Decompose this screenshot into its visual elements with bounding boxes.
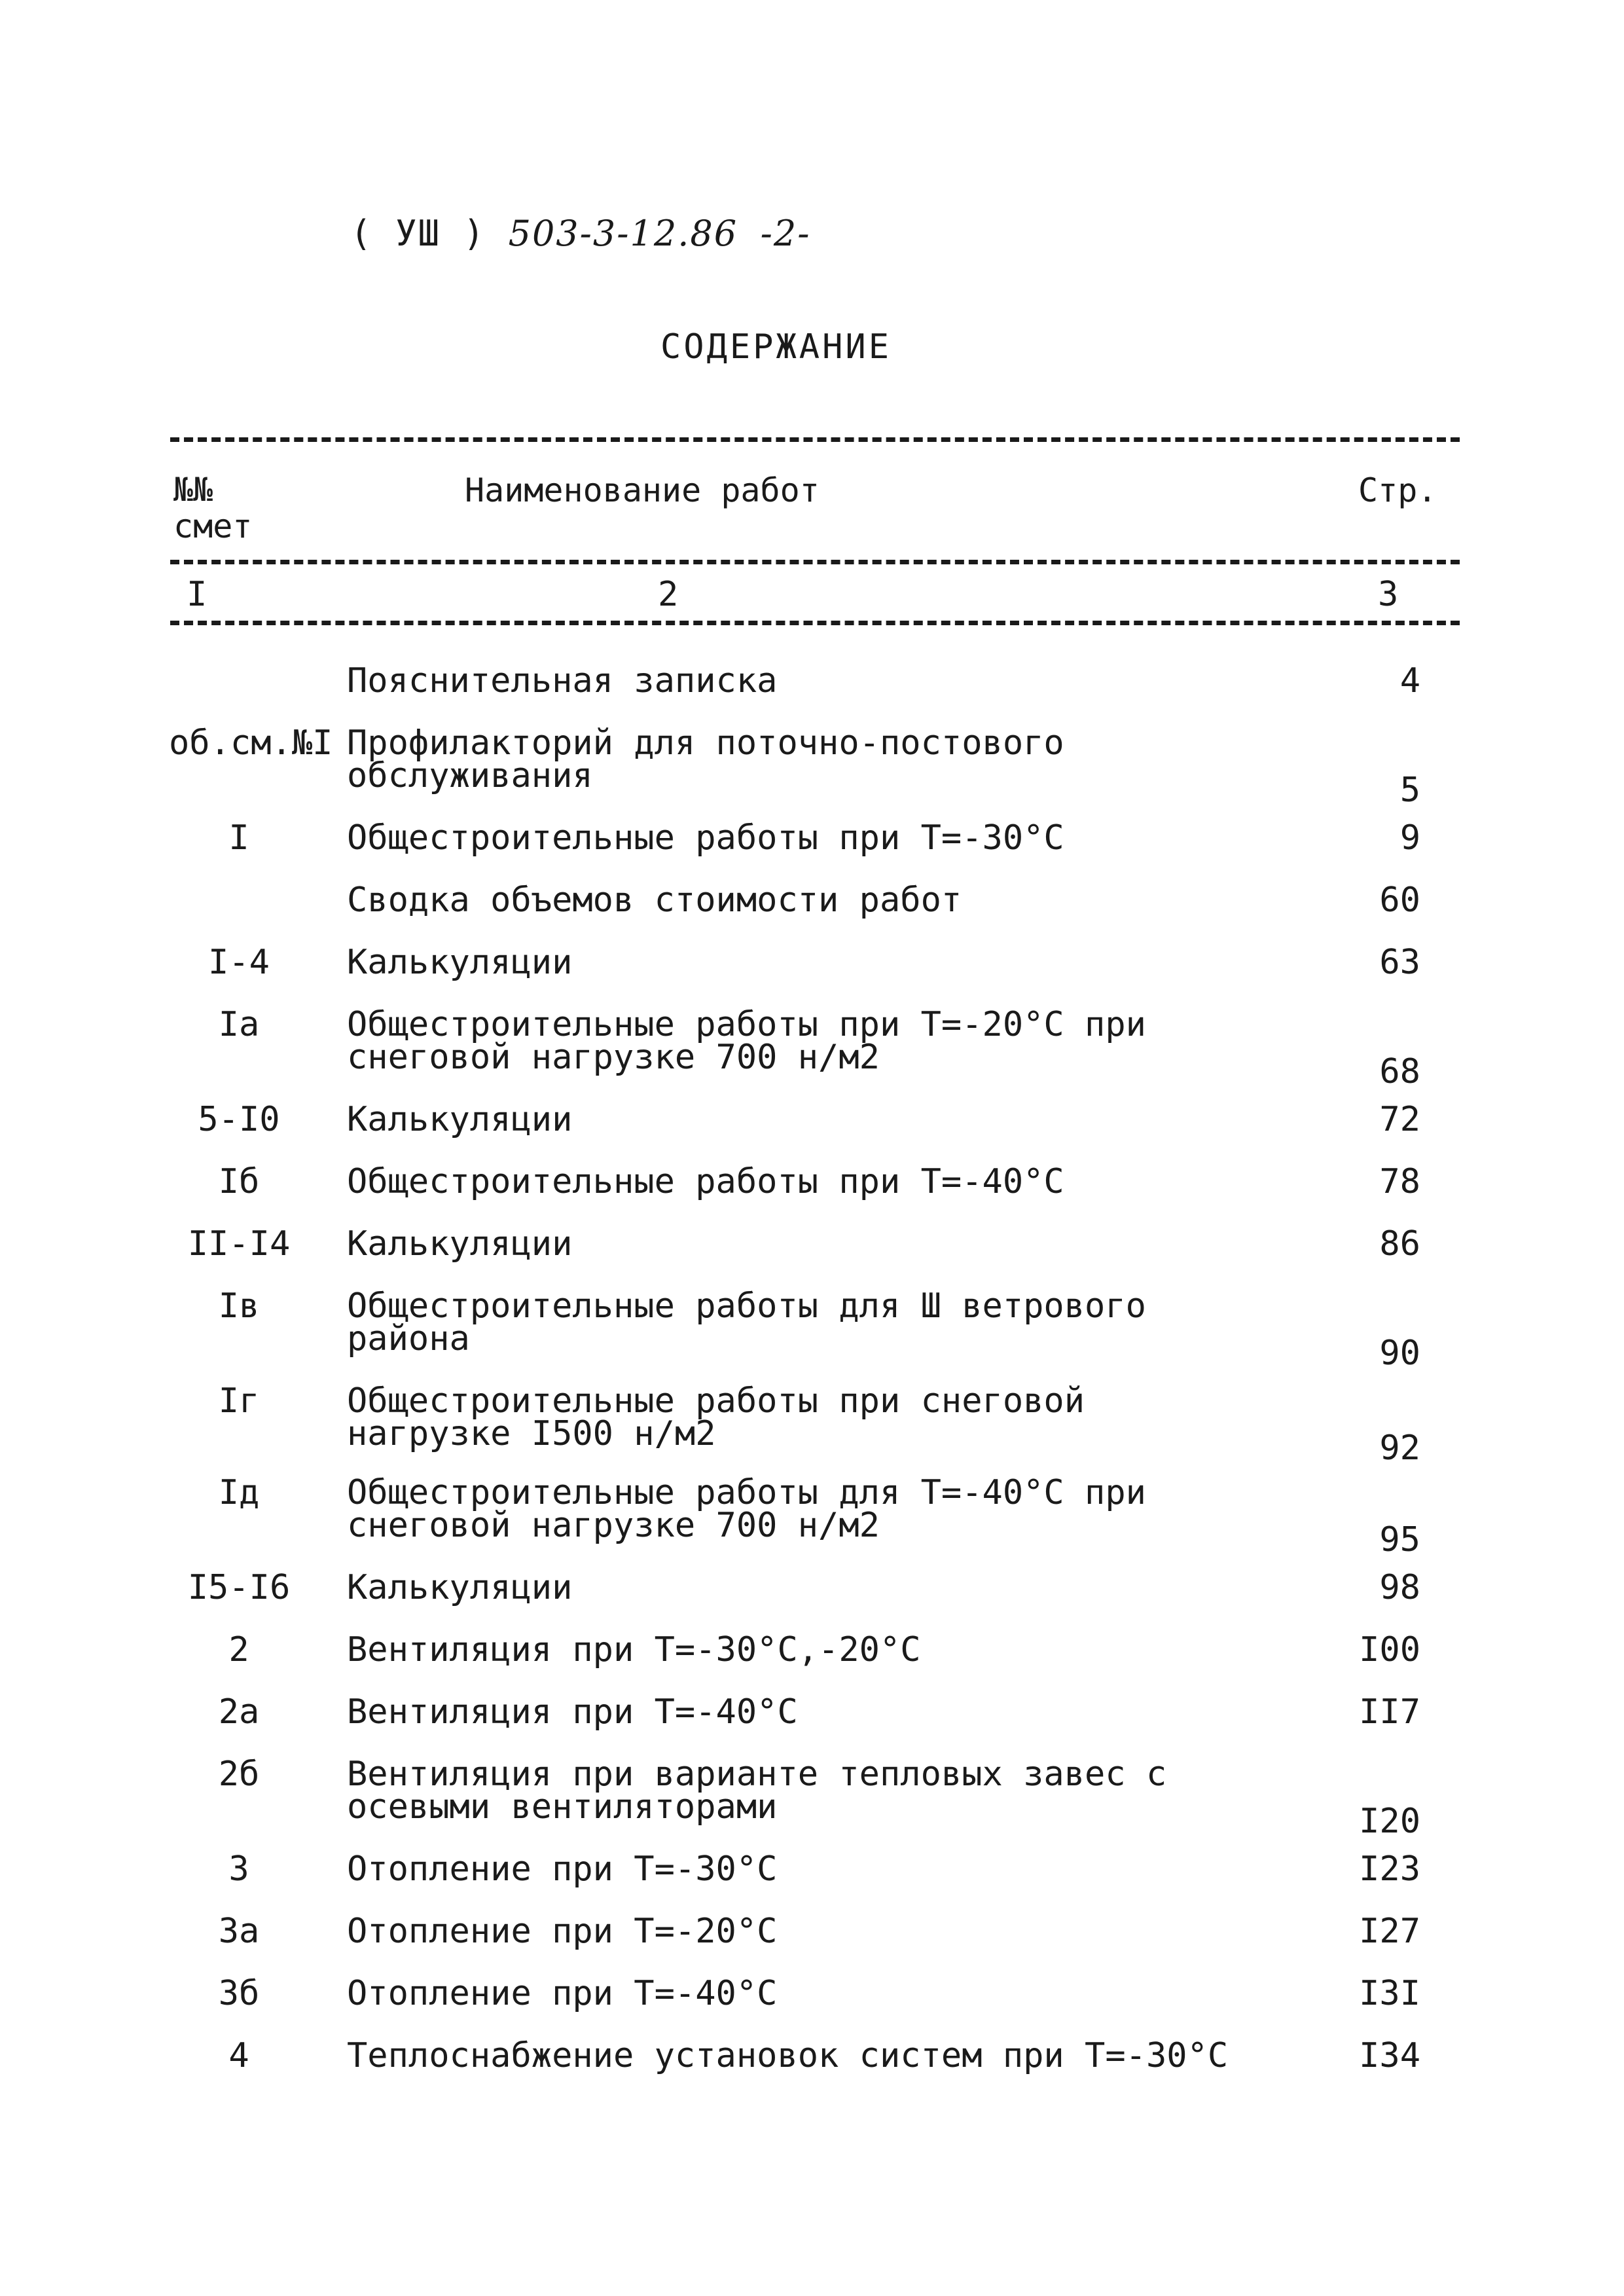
page-number: I20 [1359,1802,1420,1841]
work-name: Общестроительные работы для Т=-40°С при снеговой нагрузке 700 н/м2 [347,1473,1146,1545]
estimate-number: 3а [218,1912,260,1951]
estimate-number: Iа [218,1005,260,1044]
work-name: Отопление при Т=-40°С [347,1974,778,2013]
work-name: Пояснительная записка [347,661,778,701]
work-name: Калькуляции [347,1224,573,1264]
work-name: Общестроительные работы при Т=-40°С [347,1162,1064,1201]
page-number: I27 [1359,1912,1420,1951]
estimate-number: Iв [218,1286,260,1326]
page-number: 9 [1399,818,1420,858]
work-name: Отопление при Т=-30°С [347,1850,778,1889]
work-name: Калькуляции [347,1100,573,1139]
work-name: Вентиляция при Т=-40°С [347,1692,798,1732]
column-header-page: Стр. [1358,471,1437,509]
page-number: 68 [1379,1052,1420,1091]
work-name: Вентиляция при Т=-30°С,-20°С [347,1630,921,1669]
column-number-2: 2 [658,575,679,614]
work-name: Профилакторий для поточно-постового обслуживания [347,723,1064,795]
page-number: I23 [1359,1850,1420,1889]
page-number: 63 [1379,943,1420,982]
work-name: Общестроительные работы при снеговой нагрузке I500 н/м2 [347,1381,1085,1453]
page-number: 78 [1379,1162,1420,1201]
column-header-work-name: Наименование работ [465,471,820,509]
page-number: 98 [1379,1568,1420,1607]
work-name: Сводка объемов стоимости работ [347,881,962,920]
column-number-3: 3 [1378,575,1399,614]
page-number: 4 [1399,661,1420,701]
page-number: 92 [1379,1429,1420,1468]
page-number: II7 [1359,1692,1420,1732]
estimate-number: 2б [218,1755,260,1794]
work-name: Общестроительные работы при Т=-20°С при снеговой нагрузке 700 н/м2 [347,1005,1146,1077]
estimate-number: 2а [218,1692,260,1732]
page-number: 5 [1399,771,1420,810]
page-number: I3I [1359,1974,1420,2013]
estimate-number: Iг [218,1381,260,1421]
estimate-number: 3 [228,1850,249,1889]
work-name: Вентиляция при варианте тепловых завес с осевыми вентиляторами [347,1755,1167,1827]
work-name: Теплоснабжение установок систем при Т=-30°С [347,2036,1229,2075]
estimate-number: I [228,818,249,858]
page-number: 72 [1379,1100,1420,1139]
header-prefix: ( УШ ) [350,213,486,254]
estimate-number: об.см.№I [169,723,333,763]
column-header-estimate-number: №№ смет [173,471,253,545]
page-marker: -2- [760,213,811,254]
work-name: Калькуляции [347,1568,573,1607]
work-name: Отопление при Т=-20°С [347,1912,778,1951]
estimate-number: I-4 [208,943,270,982]
estimate-number: 5-I0 [198,1100,280,1139]
estimate-number: Iд [218,1473,260,1512]
estimate-number: I5-I6 [187,1568,291,1607]
page-number: 60 [1379,881,1420,920]
page-number: I34 [1359,2036,1420,2075]
work-name: Калькуляции [347,943,573,982]
page-number: 90 [1379,1334,1420,1373]
estimate-number: 4 [228,2036,249,2075]
page-number: 95 [1379,1520,1420,1559]
estimate-number: Iб [218,1162,260,1201]
estimate-number: 2 [228,1630,249,1669]
column-number-1: I [187,575,208,614]
page-number: I00 [1359,1630,1420,1669]
page-title-text: СОДЕРЖАНИЕ [660,327,892,367]
work-name: Общестроительные работы при Т=-30°С [347,818,1064,858]
estimate-number: 3б [218,1974,260,2013]
estimate-number: II-I4 [187,1224,291,1264]
document-code: 503-3-12.86 [508,213,738,254]
page-number: 86 [1379,1224,1420,1264]
work-name: Общестроительные работы для Ш ветрового района [347,1286,1146,1358]
